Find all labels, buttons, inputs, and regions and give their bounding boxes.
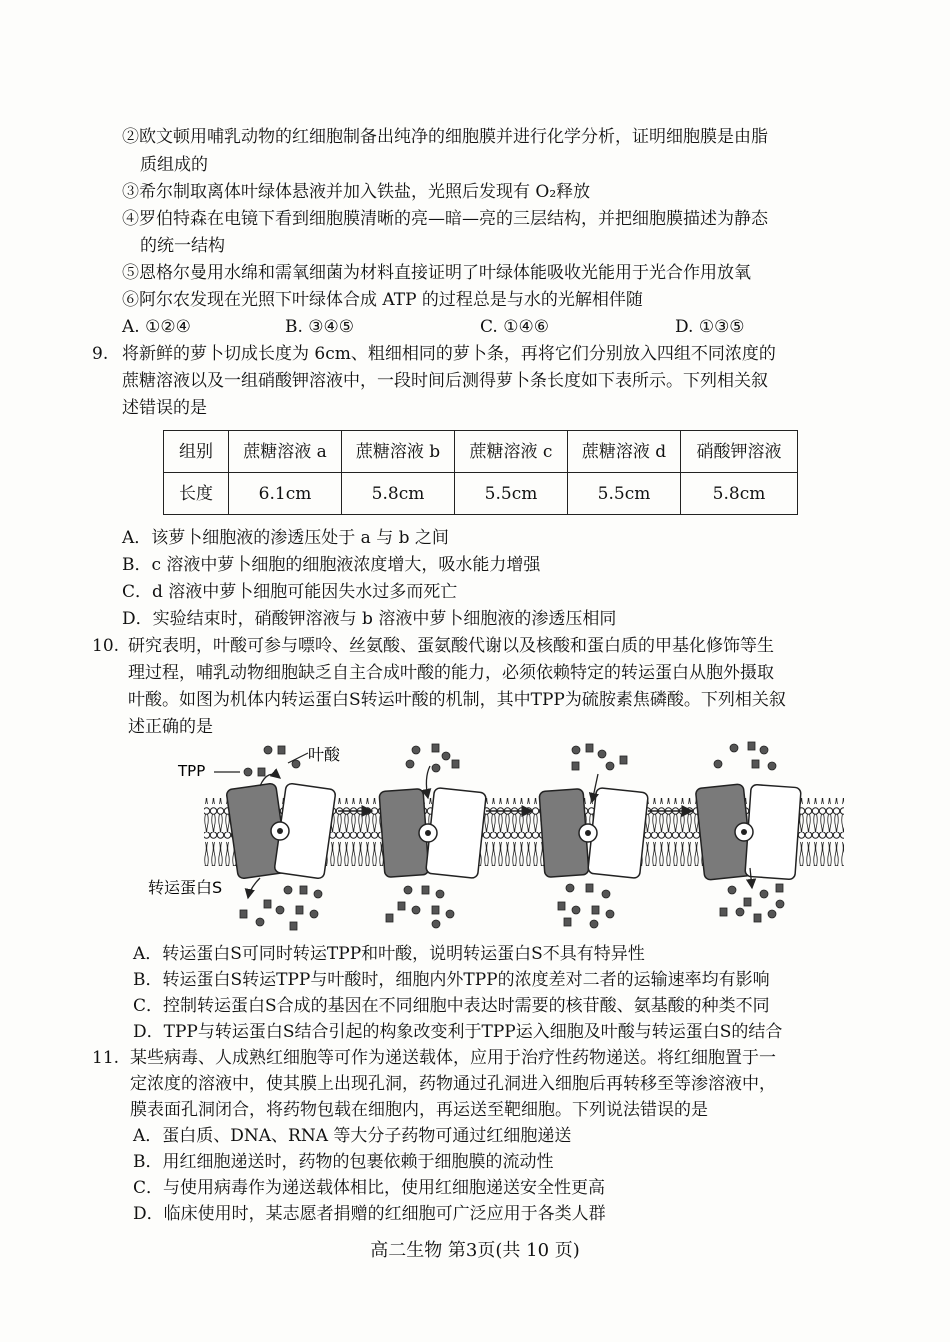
label-transporter-s: 转运蛋白S <box>148 878 223 897</box>
table-cell: 硝酸钾溶液 <box>681 431 798 473</box>
q10-stem-line2: 理过程，哺乳动物细胞缺乏自主合成叶酸的能力，必须依赖特定的转运蛋白从胞外摄取 <box>128 663 774 683</box>
table-cell: 蔗糖溶液 c <box>455 431 568 473</box>
q8-option-c: C. ①④⑥ <box>480 317 549 337</box>
label-folate: 叶酸 <box>308 745 341 764</box>
table-header-row <box>164 431 798 473</box>
q8-item-4-line2: 的统一结构 <box>140 236 225 256</box>
q10-option-a: A．转运蛋白S可同时转运TPP和叶酸，说明转运蛋白S不具有特异性 <box>133 944 645 964</box>
q9-stem-line2: 蔗糖溶液以及一组硝酸钾溶液中，一段时间后测得萝卜条长度如下表所示。下列相关叙 <box>122 371 768 391</box>
table-cell: 6.1cm <box>229 473 342 515</box>
q8-option-d: D. ①③⑤ <box>675 317 745 337</box>
q11-option-c: C．与使用病毒作为递送载体相比，使用红细胞递送安全性更高 <box>133 1178 606 1198</box>
q10-option-d: D．TPP与转运蛋白S结合引起的构象改变利于TPP运入细胞及叶酸与转运蛋白S的结合 <box>133 1022 783 1042</box>
table-row <box>164 473 798 515</box>
table-cell: 组别 <box>164 431 229 473</box>
q10-stem-line1: 研究表明，叶酸可参与嘌呤、丝氨酸、蛋氨酸代谢以及核酸和蛋白质的甲基化修饰等生 <box>128 636 774 656</box>
transporter-stage-1 <box>226 783 336 879</box>
entry-arrow-2 <box>426 766 430 798</box>
q10-option-b: B．转运蛋白S转运TPP与叶酸时，细胞内外TPP的浓度差对二者的运输速率均有影响 <box>133 970 770 990</box>
q9-length-table <box>163 430 798 515</box>
q8-item-3: ③希尔制取离体叶绿体悬液并加入铁盐，光照后发现有 O₂释放 <box>122 182 591 202</box>
q11-option-d: D．临床使用时，某志愿者捐赠的红细胞可广泛应用于各类人群 <box>133 1204 606 1224</box>
transporter-stage-2 <box>379 788 486 879</box>
q9-option-b: B．c 溶液中萝卜细胞的细胞液浓度增大，吸水能力增强 <box>122 555 541 575</box>
transport-mechanism-figure <box>140 738 860 934</box>
table-cell: 长度 <box>164 473 229 515</box>
q11-stem-line2: 定浓度的溶液中，使其膜上出现孔洞，药物通过孔洞进入细胞后再转移至等渗溶液中， <box>130 1074 776 1094</box>
exit-arrow-1 <box>248 878 260 898</box>
intracellular-molecules <box>240 884 784 930</box>
q10-number: 10. <box>92 636 120 656</box>
q8-item-2-line1: ②欧文顿用哺乳动物的红细胞制备出纯净的细胞膜并进行化学分析，证明细胞膜是由脂 <box>122 127 768 147</box>
table-cell: 蔗糖溶液 b <box>342 431 455 473</box>
q11-number: 11. <box>92 1048 120 1068</box>
q11-stem-line1: 某些病毒、人成熟红细胞等可作为递送载体，应用于治疗性药物递送。将红细胞置于一 <box>130 1048 776 1068</box>
q11-stem-line3: 膜表面孔洞闭合，将药物包载在细胞内，再运送至靶细胞。下列说法错误的是 <box>130 1100 708 1120</box>
q10-stem-line3: 叶酸。如图为机体内转运蛋白S转运叶酸的机制，其中TPP为硫胺素焦磷酸。下列相关叙 <box>128 690 786 710</box>
q8-item-5: ⑤恩格尔曼用水绵和需氧细菌为材料直接证明了叶绿体能吸收光能用于光合作用放氧 <box>122 263 751 283</box>
q9-option-a: A．该萝卜细胞液的渗透压处于 a 与 b 之间 <box>122 528 449 548</box>
table-cell: 5.5cm <box>568 473 681 515</box>
q10-stem-line4: 述正确的是 <box>128 717 213 737</box>
q8-item-6: ⑥阿尔农发现在光照下叶绿体合成 ATP 的过程总是与水的光解相伴随 <box>122 290 643 310</box>
q9-number: 9. <box>92 344 109 364</box>
label-tpp: TPP <box>178 762 206 780</box>
q8-item-4-line1: ④罗伯特森在电镜下看到细胞膜清晰的亮—暗—亮的三层结构，并把细胞膜描述为静态 <box>122 209 768 229</box>
table-cell: 5.8cm <box>681 473 798 515</box>
q8-item-2-line2: 质组成的 <box>140 155 208 175</box>
page-footer: 高二生物 第3页(共 10 页) <box>370 1240 580 1261</box>
table-cell: 蔗糖溶液 d <box>568 431 681 473</box>
q9-stem-line1: 将新鲜的萝卜切成长度为 6cm、粗细相同的萝卜条，再将它们分别放入四组不同浓度的 <box>122 344 776 364</box>
q11-option-b: B．用红细胞递送时，药物的包裹依赖于细胞膜的流动性 <box>133 1152 554 1172</box>
q11-option-a: A．蛋白质、DNA、RNA 等大分子药物可通过红细胞递送 <box>133 1126 572 1146</box>
table-cell: 5.8cm <box>342 473 455 515</box>
q9-option-d: D．实验结束时，硝酸钾溶液与 b 溶液中萝卜细胞液的渗透压相同 <box>122 609 617 629</box>
q8-option-b: B. ③④⑤ <box>285 317 355 337</box>
table-cell: 5.5cm <box>455 473 568 515</box>
table-cell: 蔗糖溶液 a <box>229 431 342 473</box>
q9-stem-line3: 述错误的是 <box>122 398 207 418</box>
q9-option-c: C．d 溶液中萝卜细胞可能因失水过多而死亡 <box>122 582 458 602</box>
q10-option-c: C．控制转运蛋白S合成的基因在不同细胞中表达时需要的核苷酸、氨基酸的种类不同 <box>133 996 770 1016</box>
q8-option-a: A. ①②④ <box>122 317 191 337</box>
